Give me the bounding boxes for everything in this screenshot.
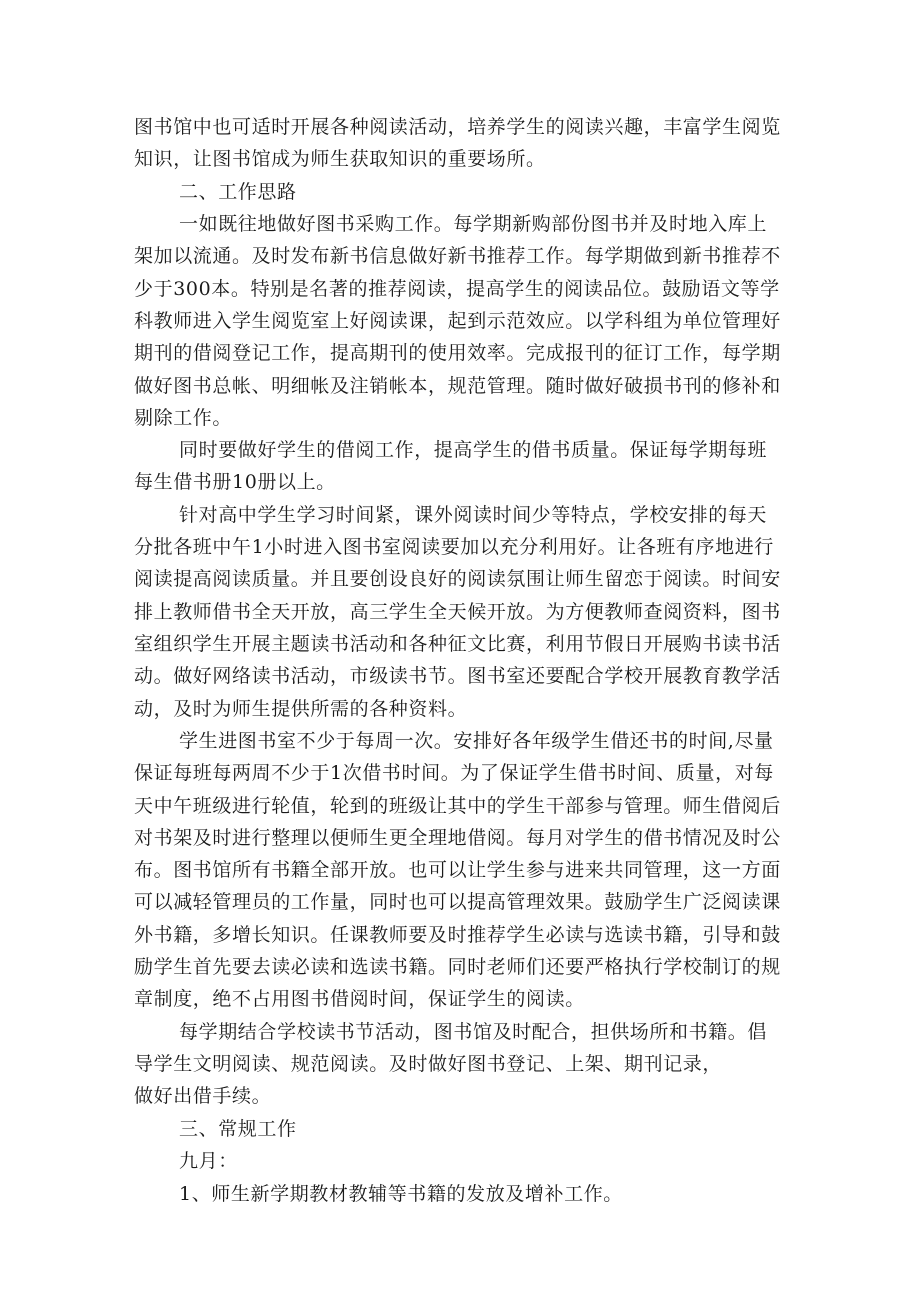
text-line: 知识，让图书馆成为师生获取知识的重要场所。 — [134, 148, 546, 170]
text-line: 励学生首先要去读必读和选读书籍。同时老师们还要严格执行学校制订的规 — [134, 956, 781, 978]
text-line: 每生借书册10册以上。 — [134, 471, 336, 493]
text-line: 同时要做好学生的借阅工作，提高学生的借书质量。保证每学期每班 — [179, 439, 768, 461]
text-line: 科教师进入学生阅览室上好阅读课，起到示范效应。以学科组为单位管理好 — [134, 310, 781, 332]
text-line: 天中午班级进行轮值，轮到的班级让其中的学生干部参与管理。师生借阅后 — [134, 795, 781, 817]
text-line: 导学生文明阅读、规范阅读。及时做好图书登记、上架、期刊记录， — [134, 1053, 723, 1075]
text-line: 做好图书总帐、明细帐及注销帐本，规范管理。随时做好破损书刊的修补和 — [134, 375, 781, 397]
text-line: 外书籍，多增长知识。任课教师要及时推荐学生必读与选读书籍，引导和鼓 — [134, 924, 781, 946]
text-line: 做好出借手续。 — [134, 1085, 272, 1107]
text-line: 阅读提高阅读质量。并且要创设良好的阅读氛围让师生留恋于阅读。时间安 — [134, 568, 781, 590]
text-line: 学生进图书室不少于每周一次。安排好各年级学生借还书的时间,尽量 — [179, 730, 774, 752]
text-line: 章制度，绝不占用图书借阅时间，保证学生的阅读。 — [134, 988, 585, 1010]
month-heading: 九月： — [179, 1150, 238, 1172]
text-line: 室组织学生开展主题读书活动和各种征文比赛，利用节假日开展购书读书活 — [134, 633, 781, 655]
text-line: 排上教师借书全天开放，高三学生全天候开放。为方便教师查阅资料，图书 — [134, 601, 781, 623]
text-line: 架加以流通。及时发布新书信息做好新书推荐工作。每学期做到新书推荐不 — [134, 245, 781, 267]
text-line: 布。图书馆所有书籍全部开放。也可以让学生参与进来共同管理，这一方面 — [134, 859, 781, 881]
text-line: 剔除工作。 — [134, 407, 233, 429]
section-heading: 二、工作思路 — [179, 181, 297, 203]
text-line: 每学期结合学校读书节活动，图书馆及时配合，担供场所和书籍。倡 — [179, 1021, 768, 1043]
text-line: 图书馆中也可适时开展各种阅读活动，培养学生的阅读兴趣，丰富学生阅览 — [134, 116, 781, 138]
text-line: 分批各班中午1小时进入图书室阅读要加以充分利用好。让各班有序地进行 — [134, 536, 774, 558]
text-line: 保证每班每两周不少于1次借书时间。为了保证学生借书时间、质量，对每 — [134, 762, 774, 784]
text-line: 可以减轻管理员的工作量，同时也可以提高管理效果。鼓励学生广泛阅读课 — [134, 891, 781, 913]
text-line: 针对高中学生学习时间紧，课外阅读时间少等特点，学校安排的每天 — [179, 504, 768, 526]
text-line: 对书架及时进行整理以便师生更全理地借阅。每月对学生的借书情况及时公 — [134, 827, 781, 849]
text-line: 动，及时为师生提供所需的各种资料。 — [134, 698, 468, 720]
text-line: 期刊的借阅登记工作，提高期刊的使用效率。完成报刊的征订工作，每学期 — [134, 342, 781, 364]
section-heading: 三、常规工作 — [179, 1118, 297, 1140]
text-line: 少于300本。特别是名著的推荐阅读，提高学生的阅读品位。鼓励语文等学 — [134, 278, 780, 300]
text-line: 一如既往地做好图书采购工作。每学期新购部份图书并及时地入库上 — [179, 213, 768, 235]
text-line: 动。做好网络读书活动，市级读书节。图书室还要配合学校开展教育教学活 — [134, 665, 781, 687]
list-item: 1、师生新学期教材教辅等书籍的发放及增补工作。 — [179, 1183, 623, 1205]
